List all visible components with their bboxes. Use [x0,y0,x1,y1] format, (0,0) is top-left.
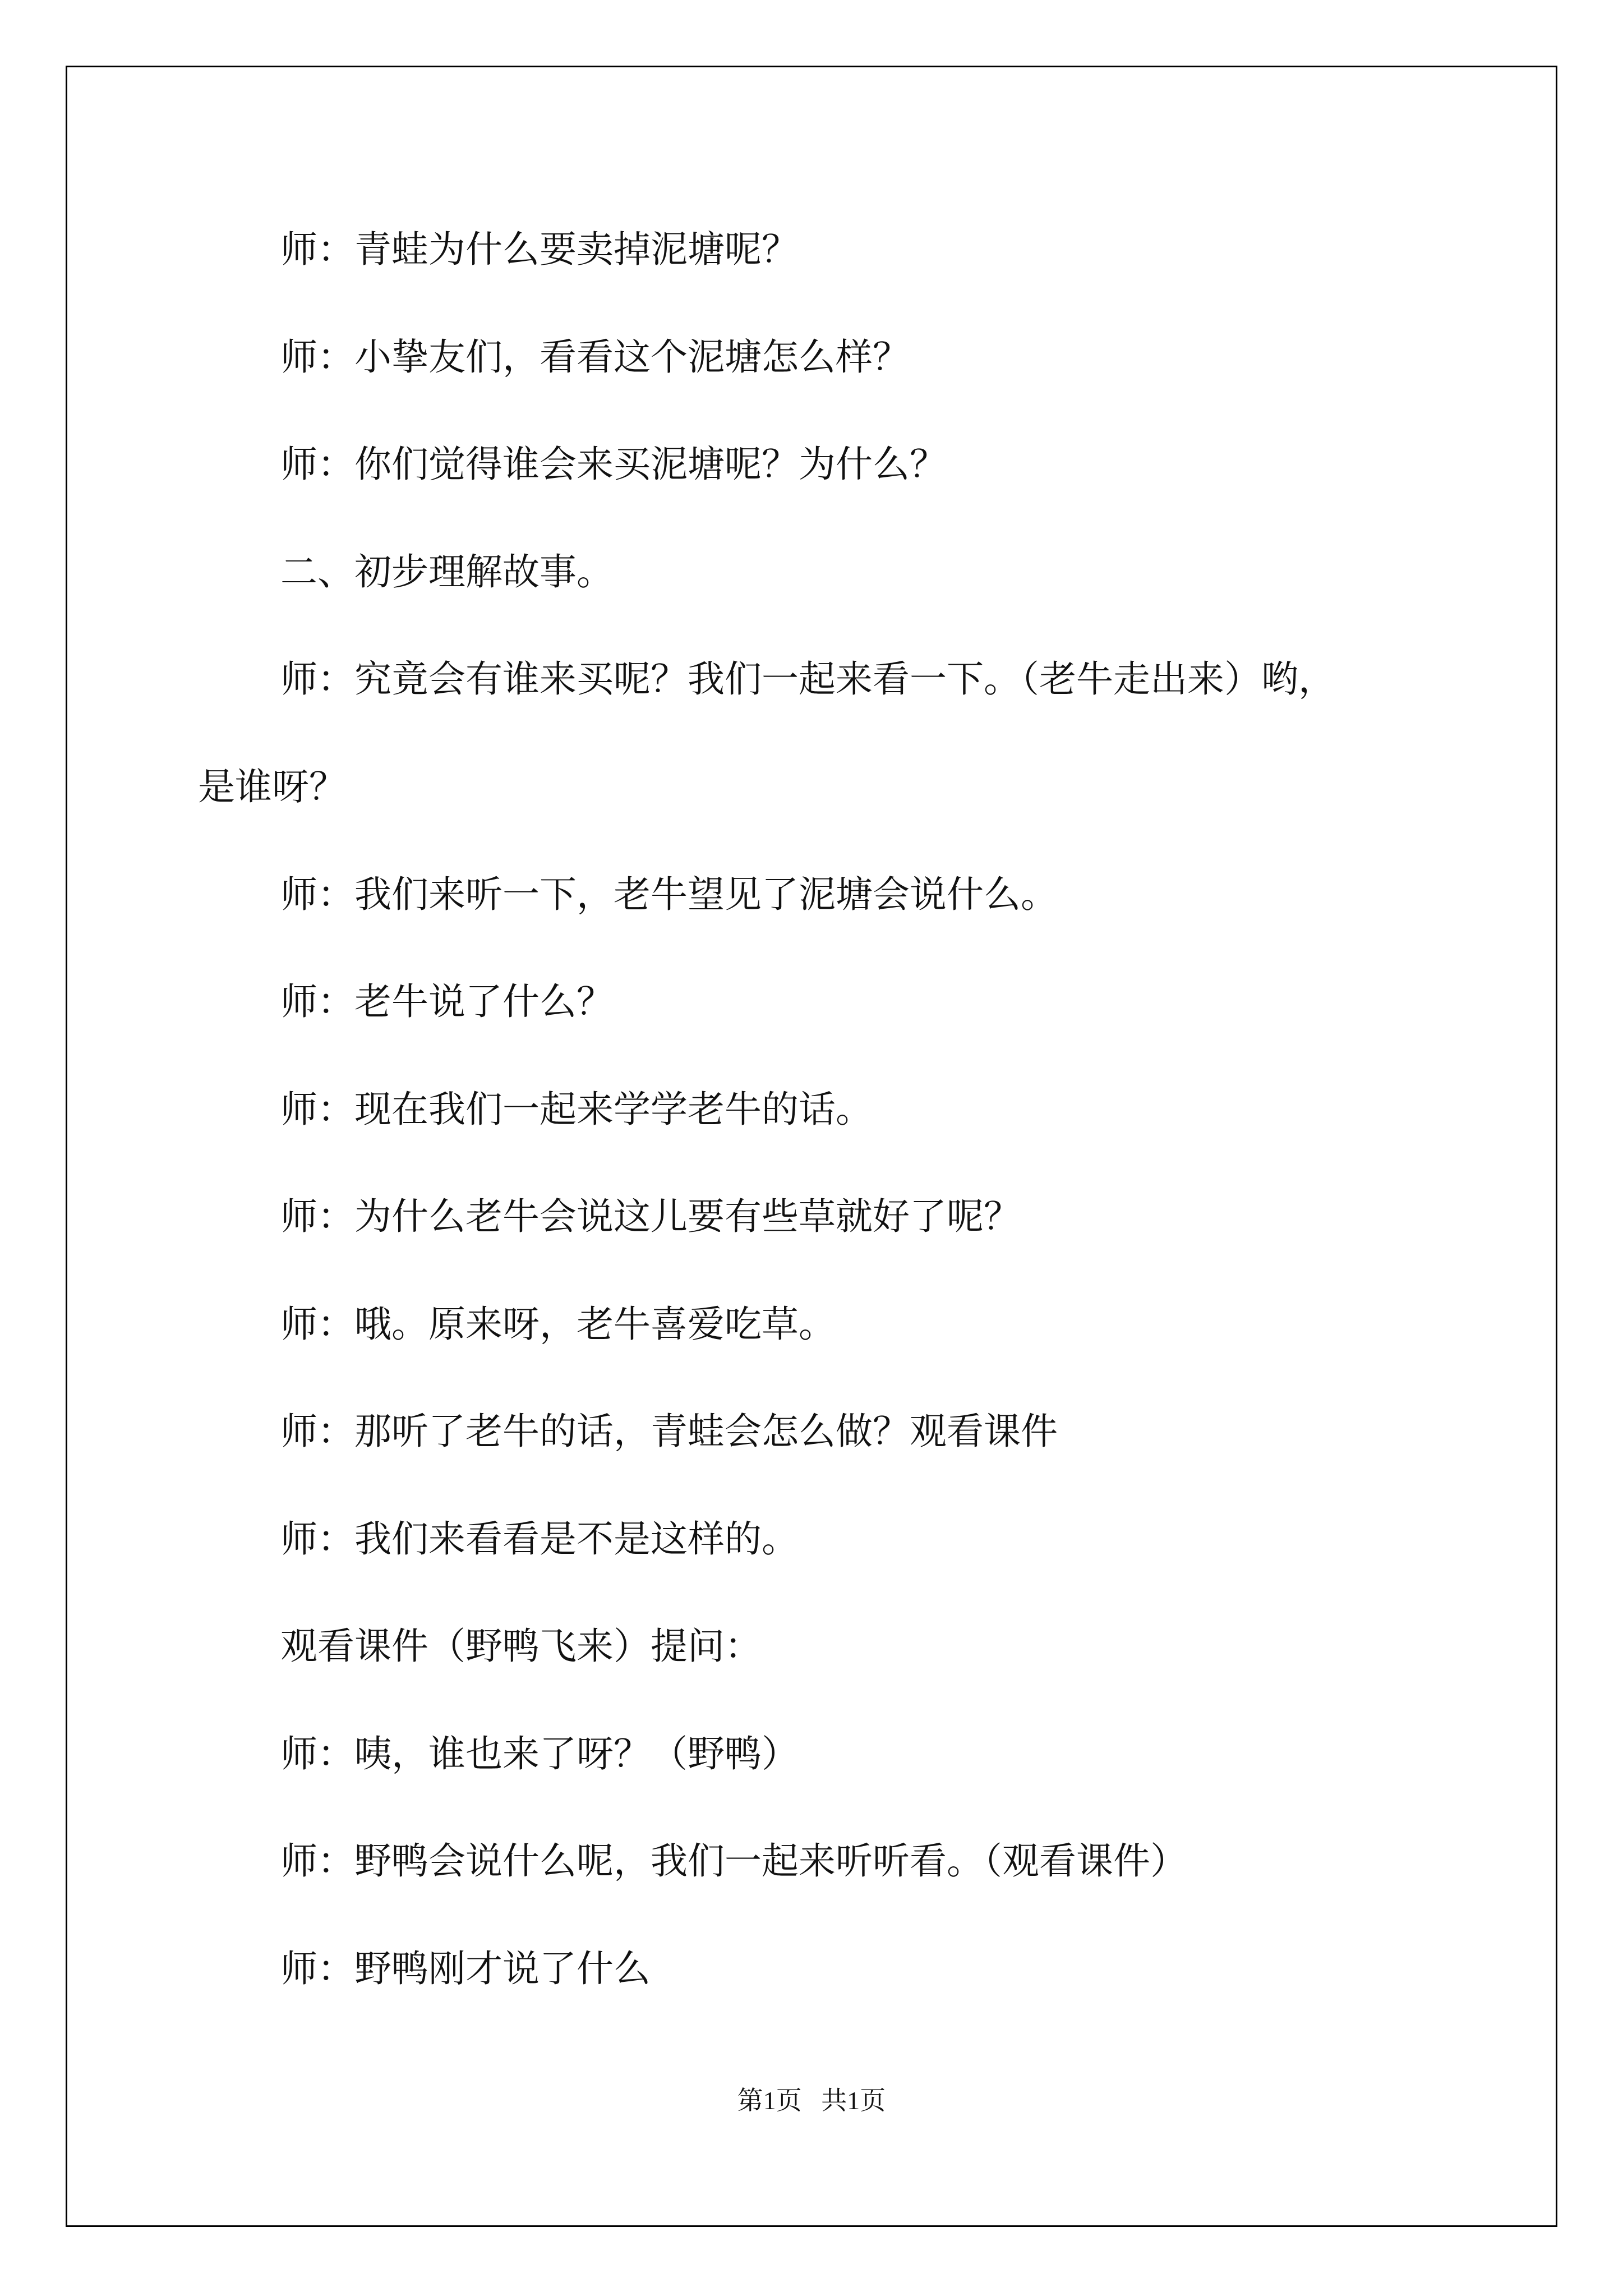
page-footer [0,2085,1623,2116]
paragraph: 师：我们来看看是不是这样的。 [280,1517,799,1561]
paragraph: 师：青蛙为什么要卖掉泥塘呢？ [280,228,799,271]
paragraph: 师：野鸭刚才说了什么 [280,1947,651,1990]
paragraph: 师：现在我们一起来学学老牛的话。 [280,1088,873,1131]
paragraph: 师：我们来听一下，老牛望见了泥塘会说什么。 [280,873,1058,916]
paragraph: 师：咦，谁也来了呀？（野鸭） [280,1732,799,1775]
page-number: 第1页 [737,2086,802,2115]
paragraph-continuation: 是谁呀？ [198,765,346,808]
paragraph: 师：老牛说了什么？ [280,980,614,1023]
paragraph: 师：究竟会有谁来买呢？我们一起来看一下。（老牛走出来）哟， [280,657,1335,701]
paragraph: 师：那听了老牛的话，青蛙会怎么做？观看课件 [280,1410,1058,1453]
paragraph: 师：野鸭会说什么呢，我们一起来听听看。（观看课件） [280,1839,1187,1883]
section-heading: 二、初步理解故事。 [280,550,614,593]
paragraph: 师：你们觉得谁会来买泥塘呢？为什么？ [280,443,947,486]
paragraph: 观看课件（野鸭飞来）提问： [280,1625,762,1668]
paragraph: 师：为什么老牛会说这儿要有些草就好了呢？ [280,1195,1021,1238]
paragraph: 师：哦。原来呀，老牛喜爱吃草。 [280,1303,836,1346]
page-total: 共1页 [821,2086,886,2115]
paragraph: 师：小挚友们，看看这个泥塘怎么样？ [280,335,910,379]
